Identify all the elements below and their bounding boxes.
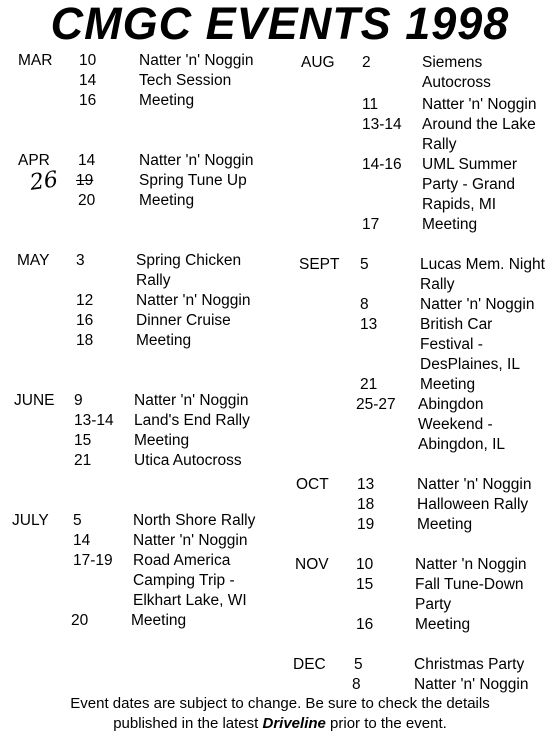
event-day: 13 xyxy=(360,316,378,333)
event-name-cont: Party xyxy=(415,596,452,613)
event-name: Meeting xyxy=(139,192,195,209)
event-name: Fall Tune-Down xyxy=(415,576,524,593)
event-day: 8 xyxy=(360,296,369,313)
event-name-cont: DesPlaines, IL xyxy=(420,356,520,373)
event-name-cont: Elkhart Lake, WI xyxy=(133,592,247,609)
event-name: Natter 'n' Noggin xyxy=(420,296,535,313)
event-name: Meeting xyxy=(136,332,192,349)
event-name: Meeting xyxy=(131,612,187,629)
event-day: 25-27 xyxy=(356,396,396,413)
event-name: Natter 'n' Noggin xyxy=(133,532,248,549)
event-day: 5 xyxy=(73,512,82,529)
event-name: Natter 'n Noggin xyxy=(415,556,527,573)
month-label-oct: OCT xyxy=(296,476,329,493)
event-name: Natter 'n' Noggin xyxy=(422,96,537,113)
event-day: 16 xyxy=(356,616,374,633)
event-name: Natter 'n' Noggin xyxy=(417,476,532,493)
driveline-name: Driveline xyxy=(262,715,326,732)
event-name-cont: Camping Trip - xyxy=(133,572,235,589)
event-name: Meeting xyxy=(420,376,476,393)
event-day: 20 xyxy=(71,612,89,629)
event-day: 21 xyxy=(360,376,378,393)
month-label-may: MAY xyxy=(17,252,50,269)
event-name: Meeting xyxy=(415,616,471,633)
event-day: 14 xyxy=(79,72,97,89)
event-day: 14-16 xyxy=(362,156,402,173)
event-name-cont: Rapids, MI xyxy=(422,196,497,213)
event-day: 15 xyxy=(356,576,374,593)
event-name: Natter 'n' Noggin xyxy=(136,292,251,309)
event-day: 10 xyxy=(356,556,374,573)
event-day: 18 xyxy=(76,332,94,349)
event-day: 5 xyxy=(360,256,369,273)
event-name: Natter 'n' Noggin xyxy=(134,392,249,409)
event-name: Halloween Rally xyxy=(417,496,529,513)
event-day: 12 xyxy=(76,292,94,309)
event-day: 5 xyxy=(354,656,363,673)
event-day: 14 xyxy=(78,152,96,169)
month-label-apr: APR xyxy=(18,152,50,169)
month-label-july: JULY xyxy=(12,512,49,529)
event-day: 14 xyxy=(73,532,91,549)
month-label-sept: SEPT xyxy=(299,256,340,273)
event-name: Spring Chicken xyxy=(136,252,242,269)
event-name: Lucas Mem. Night xyxy=(420,256,545,273)
event-day: 11 xyxy=(362,96,379,113)
event-name: Dinner Cruise xyxy=(136,312,231,329)
event-name-cont: Rally xyxy=(422,136,457,153)
event-name: Meeting xyxy=(422,216,478,233)
event-day: 2 xyxy=(362,54,371,71)
event-day: 20 xyxy=(78,192,96,209)
event-name-cont: Weekend - xyxy=(418,416,493,433)
event-name-cont: Party - Grand xyxy=(422,176,516,193)
event-name: Natter 'n' Noggin xyxy=(414,676,529,693)
event-name-cont: Autocross xyxy=(422,74,491,91)
event-name: Abingdon xyxy=(418,396,484,413)
handwritten-correction: 26 xyxy=(28,167,60,196)
event-day: 21 xyxy=(74,452,92,469)
month-label-dec: DEC xyxy=(293,656,326,673)
event-day: 16 xyxy=(76,312,94,329)
event-day: 3 xyxy=(76,252,85,269)
month-label-nov: NOV xyxy=(295,556,329,573)
event-day: 13-14 xyxy=(74,412,114,429)
event-day: 19 xyxy=(357,516,375,533)
event-name: Road America xyxy=(133,552,231,569)
footer-text: published in the latest xyxy=(113,715,263,732)
event-name: North Shore Rally xyxy=(133,512,256,529)
event-day: 9 xyxy=(74,392,83,409)
footer-note-line2 xyxy=(0,714,560,733)
month-label-aug: AUG xyxy=(301,54,335,71)
event-day: 8 xyxy=(352,676,361,693)
event-day: 10 xyxy=(79,52,97,69)
event-name: British Car xyxy=(420,316,493,333)
event-name: Around the Lake xyxy=(422,116,536,133)
event-day: 17-19 xyxy=(73,552,113,569)
event-name: Natter 'n' Noggin xyxy=(139,152,254,169)
event-name-cont: Rally xyxy=(420,276,455,293)
event-name: Meeting xyxy=(134,432,190,449)
event-day: 18 xyxy=(357,496,375,513)
event-name: Natter 'n' Noggin xyxy=(139,52,254,69)
event-day: 13 xyxy=(357,476,375,493)
event-name: UML Summer xyxy=(422,156,518,173)
event-name-cont: Abingdon, IL xyxy=(418,436,506,453)
event-name-cont: Rally xyxy=(136,272,171,289)
event-day: 17 xyxy=(362,216,380,233)
event-name: Meeting xyxy=(417,516,473,533)
month-label-june: JUNE xyxy=(14,392,55,409)
event-day-struck: 19 xyxy=(76,172,94,189)
event-day: 13-14 xyxy=(362,116,402,133)
footer-text: prior to the event. xyxy=(325,715,447,732)
event-name: Christmas Party xyxy=(414,656,525,673)
event-name: Spring Tune Up xyxy=(139,172,247,189)
event-day: 16 xyxy=(79,92,97,109)
event-name-cont: Festival - xyxy=(420,336,483,353)
event-name: Siemens xyxy=(422,54,483,71)
event-name: Utica Autocross xyxy=(134,452,242,469)
event-name: Tech Session xyxy=(139,72,232,89)
footer-note: Event dates are subject to change. Be sure to check the details xyxy=(70,695,490,712)
event-name: Meeting xyxy=(139,92,195,109)
event-name: Land's End Rally xyxy=(134,412,250,429)
month-label-mar: MAR xyxy=(18,52,53,69)
page-title: CMGC EVENTS 1998 xyxy=(50,0,510,49)
event-day: 15 xyxy=(74,432,92,449)
